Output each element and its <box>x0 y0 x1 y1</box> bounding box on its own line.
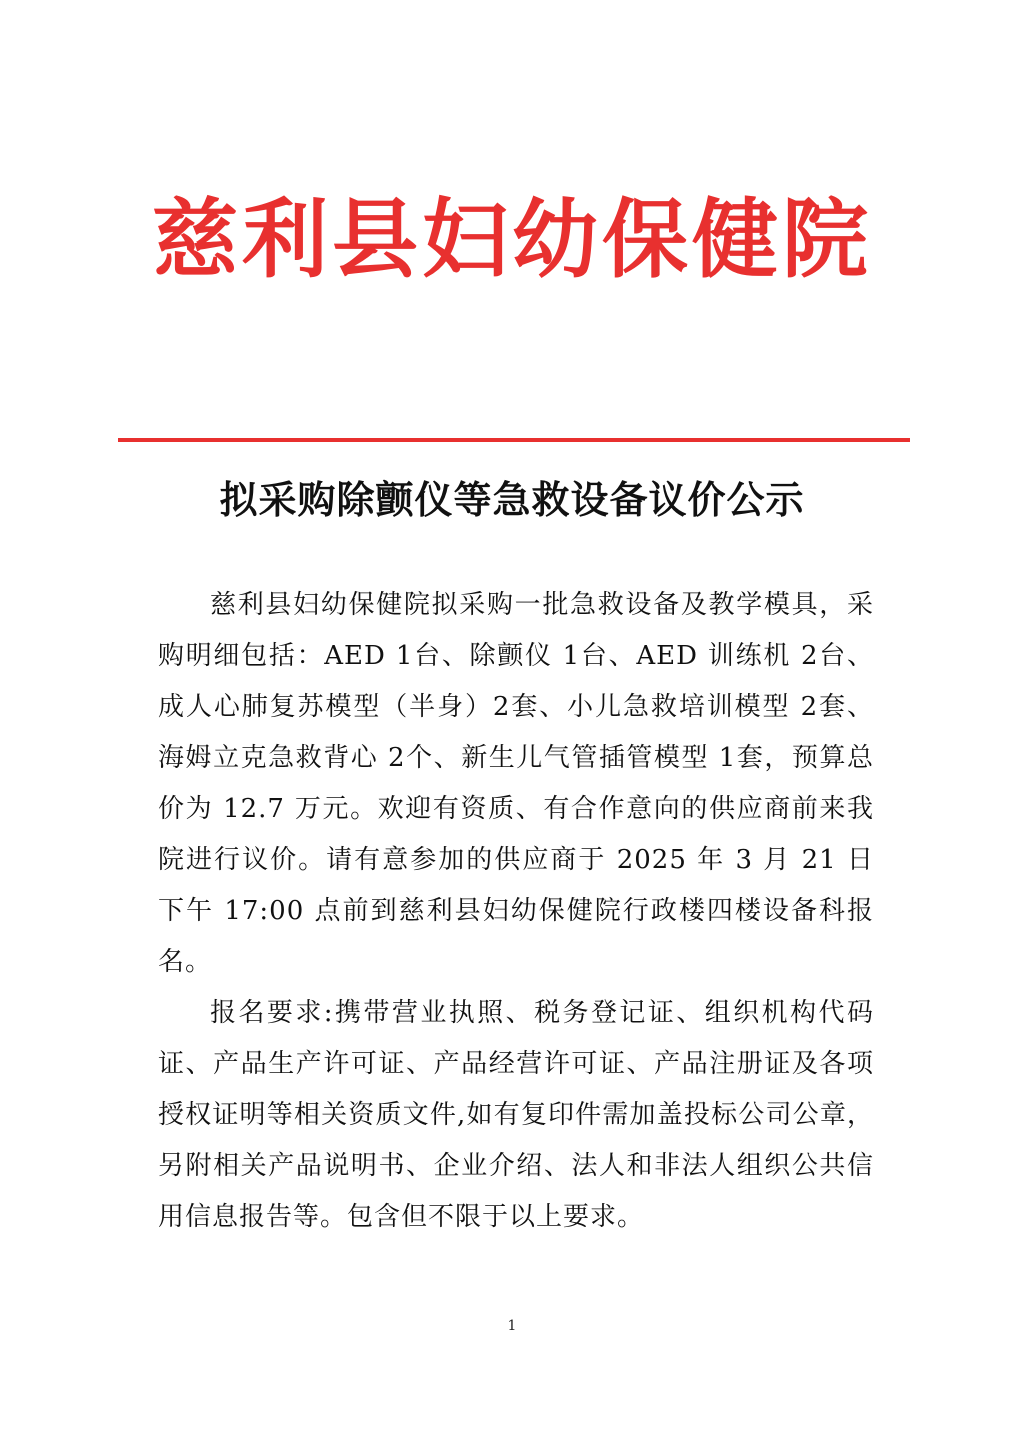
page-number: 1 <box>507 1318 517 1334</box>
document-title: 拟采购除颤仪等急救设备议价公示 <box>219 478 805 522</box>
document-body <box>158 580 874 1243</box>
letterhead-divider <box>118 438 910 442</box>
body-paragraph-requirements: 报名要求:携带营业执照、税务登记证、组织机构代码证、产品生产许可证、产品经营许可证、产品注册证及各项授权证明等相关资质文件,如有复印件需加盖投标公司公章，另附相关产品说明书、企业介绍、法人和非法人组织公共信用信息报告等。包含但不限于以上要求。 <box>158 998 874 1232</box>
body-paragraph-procurement: 慈利县妇幼保健院拟采购一批急救设备及教学模具，采购明细包括：AED 1台、除颤仪 1台、AED 训练机 2台、成人心肺复苏模型（半身）2套、小儿急救培训模型 2套、海姆立克急救背心 2个、新生儿气管插管模型 1套，预算总价为 12.7 万元。欢迎有资质、有合作意向的供应商前来我院进行议价。请有意参加的供应商于 2025 年 3 月 21 日下午 17:00 点前到慈利县妇幼保健院行政楼四楼设备科报名。 <box>158 590 874 977</box>
letterhead-title: 慈利县妇幼保健院 <box>152 189 872 290</box>
